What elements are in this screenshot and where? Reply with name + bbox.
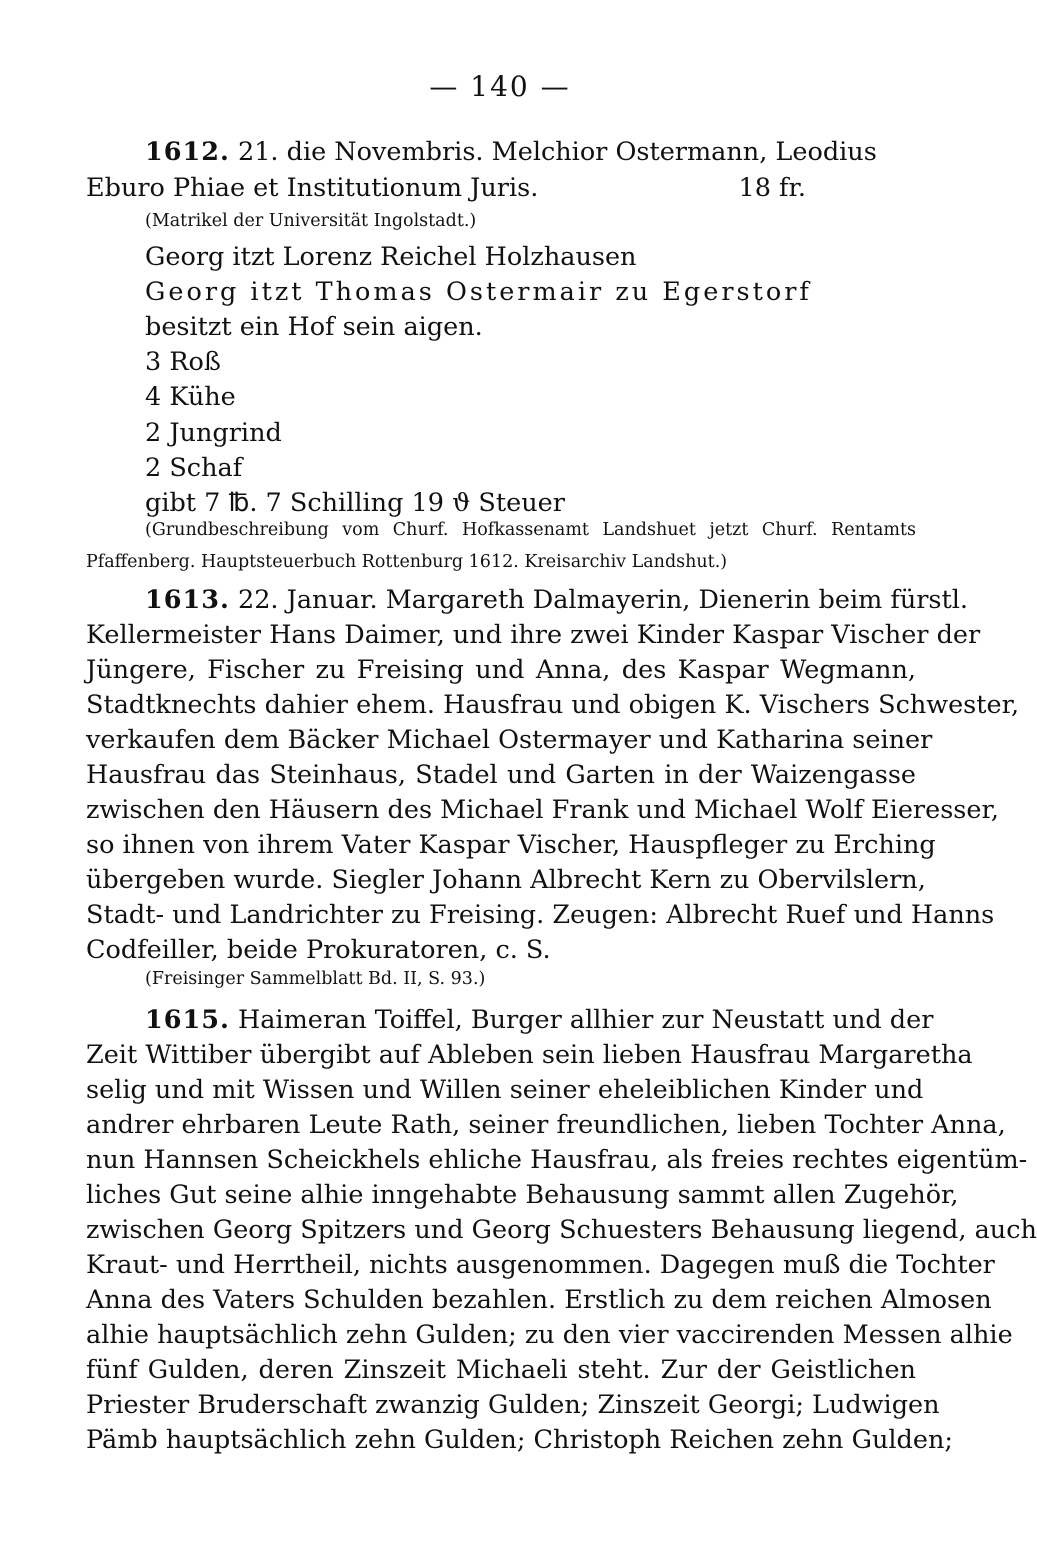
entry-1612-note-line: Pfaffenberg. Hauptsteuerbuch Rottenburg 1612. Kreisarchiv Landshut.) [86,552,728,572]
entry-1613-line-1 [145,583,969,617]
entry-1613-body-line: zwischen den Häusern des Michael Frank und Michael Wolf Eieresser, [86,795,999,825]
entry-1612-line-1-text: 21. die Novembris. Melchior Ostermann, Leodius [237,137,877,167]
entry-1613-year: 1613. [145,585,230,615]
entry-1613-body-line: Hausfrau das Steinhaus, Stadel und Garten in der Waizengasse [86,760,916,790]
entry-1613-body-line: Stadtknechts dahier ehem. Hausfrau und obigen K. Vischers Schwester, [86,690,1020,720]
entry-1612-record-line: 2 Jungrind [145,418,282,448]
page-number: — 140 — [429,70,571,103]
entry-1615-body-line: Pämb hauptsächlich zehn Gulden; Christoph Reichen zehn Gulden; [86,1425,953,1455]
entry-1615-body-line: Priester Bruderschaft zwanzig Gulden; Zinszeit Georgi; Ludwigen [86,1390,940,1420]
entry-1615-body-line: alhie hauptsächlich zehn Gulden; zu den vier vaccirenden Messen alhie [86,1320,1013,1350]
entry-1615-year: 1615. [145,1005,230,1035]
entry-1612-record-line: Georg itzt Lorenz Reichel Holzhausen [145,242,637,272]
entry-1615-body-line: selig und mit Wissen und Willen seiner eheleiblichen Kinder und [86,1075,924,1105]
entry-1615-body-line: Kraut- und Herrtheil, nichts ausgenommen. Dagegen muß die Tochter [86,1250,995,1280]
entry-1613-body-line: Kellermeister Hans Daimer, und ihre zwei Kinder Kaspar Vischer der [86,620,981,650]
entry-1612-record-line: Georg itzt Thomas Ostermair zu Egerstorf [145,277,812,307]
entry-1612-line-2-text: Eburo Phiae et Institutionum Juris. [86,173,539,203]
entry-1613-body-line: Stadt- und Landrichter zu Freising. Zeugen: Albrecht Ruef und Hanns [86,900,995,930]
entry-1615-body-line: Zeit Wittiber übergibt auf Ableben sein lieben Hausfrau Margaretha [86,1040,973,1070]
entry-1613-last-line: Codfeiller, beide Prokuratoren, c. S. [86,935,551,965]
entry-1613-body-line: übergeben wurde. Siegler Johann Albrecht Kern zu Obervilslern, [86,865,926,895]
entry-1615-line-1-text: Haimeran Toiffel, Burger allhier zur Neustatt und der [237,1005,934,1035]
entry-1615-body-line: fünf Gulden, deren Zinszeit Michaeli steht. Zur der Geistlichen [86,1355,916,1385]
entry-1612-record-line: 2 Schaf [145,453,243,483]
entry-1612-line-1 [145,135,916,169]
entry-1613-body-line: so ihnen von ihrem Vater Kaspar Vischer, Hauspfleger zu Erching [86,830,936,860]
entry-1615-body-line: andrer ehrbaren Leute Rath, seiner freundlichen, lieben Tochter Anna, [86,1110,1006,1140]
entry-1615-body-line: zwischen Georg Spitzers und Georg Schuesters Behausung liegend, auch [86,1215,1037,1245]
entry-1612-amount: 18 fr. [738,173,806,203]
entry-1613-body-line: verkaufen dem Bäcker Michael Ostermayer und Katharina seiner [86,725,933,755]
entry-1613-line-1-text: 22. Januar. Margareth Dalmayerin, Dienerin beim fürstl. [237,585,969,615]
entry-1613-body-line: Jüngere, Fischer zu Freising und Anna, des Kaspar Wegmann, [86,655,916,685]
entry-1613-source: (Freisinger Sammelblatt Bd. II, S. 93.) [145,969,486,989]
entry-1612-record-line: 3 Roß [145,347,221,377]
entry-1615-body-line: nun Hannsen Scheickhels ehliche Hausfrau, als freies rechtes eigentüm- [86,1145,1028,1175]
entry-1615-line-1 [145,1003,934,1037]
entry-1612-line-2 [86,171,916,205]
entry-1612-record-line: gibt 7 ℔. 7 Schilling 19 ϑ Steuer [145,488,565,518]
entry-1612-source: (Matrikel der Universität Ingolstadt.) [145,211,477,231]
entry-1612-record-line: besitzt ein Hof sein aigen. [145,312,483,342]
entry-1615-body-line: liches Gut seine alhie inngehabte Behausung sammt allen Zugehör, [86,1180,959,1210]
entry-1612-record-line: 4 Kühe [145,382,236,412]
entry-1615-body-line: Anna des Vaters Schulden bezahlen. Erstlich zu dem reichen Almosen [86,1285,992,1315]
entry-1612-note-line: (Grundbeschreibung vom Churf. Hofkassenamt Landshuet jetzt Churf. Rentamts [145,520,916,540]
entry-1612-year: 1612. [145,137,230,167]
